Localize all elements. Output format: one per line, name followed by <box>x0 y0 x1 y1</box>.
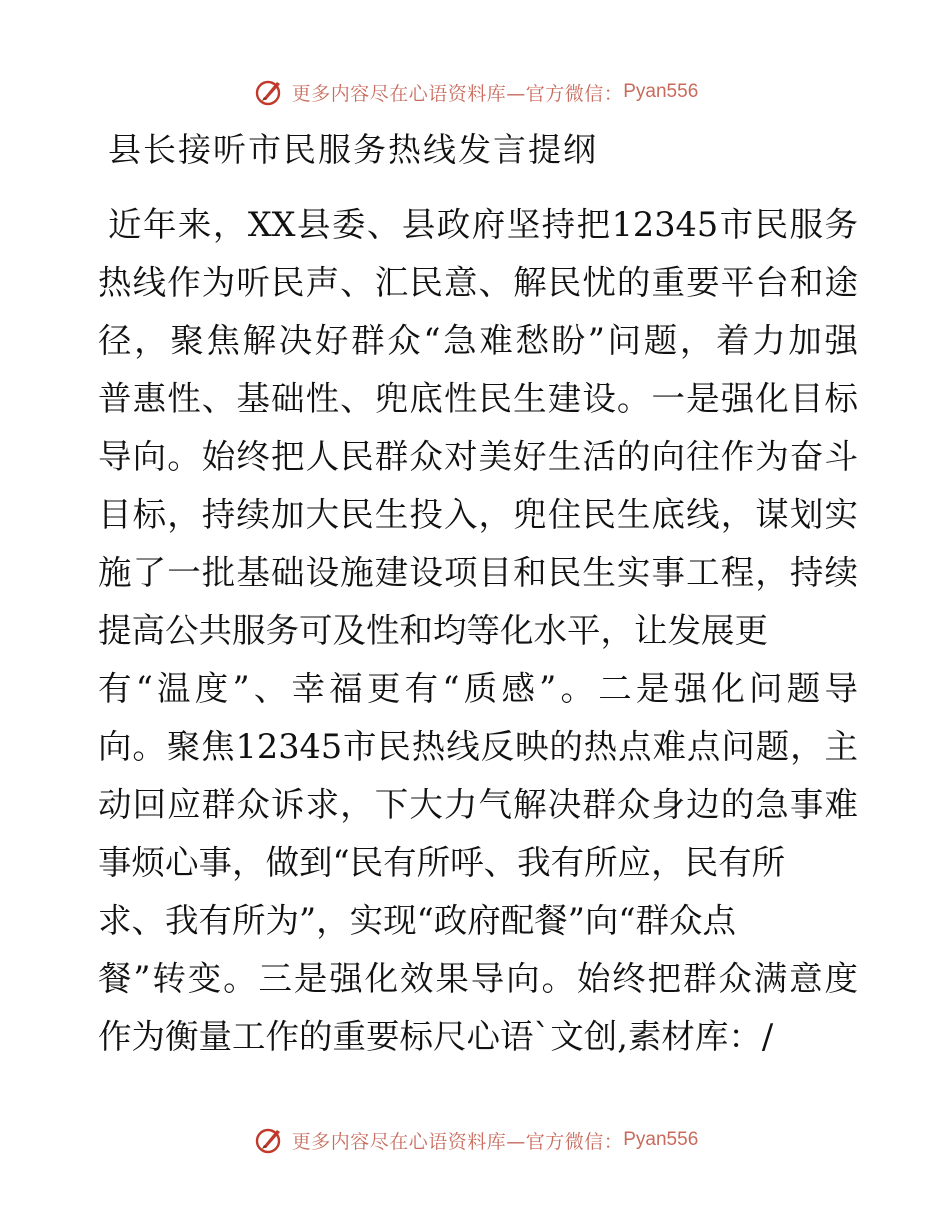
body-line: 餐”转变。三是强化效果导向。始终把群众满意度 <box>98 959 858 998</box>
body-line: 动回应群众诉求，下大力气解决群众身边的急事难 <box>98 785 858 824</box>
header-banner <box>0 72 950 112</box>
quill-logo-icon <box>252 75 286 109</box>
quill-logo-icon <box>252 1123 286 1157</box>
body-line: 径，聚焦解决好群众“急难愁盼”问题，着力加强 <box>98 321 858 360</box>
wechat-id: Pyan556 <box>623 1129 699 1150</box>
body-line: 目标，持续加大民生投入，兜住民生底线，谋划实 <box>98 495 858 534</box>
body-line: 热线作为听民声、汇民意、解民忧的重要平台和途 <box>98 263 858 302</box>
document-body <box>98 196 858 1066</box>
body-line: 作为衡量工作的重要标尺心语`文创,素材库：/ <box>98 1017 774 1056</box>
document-title: 县长接听市民服务热线发言提纲 <box>108 130 598 169</box>
body-line: 施了一批基础设施建设项目和民生实事工程，持续 <box>98 553 858 592</box>
banner-text: 更多内容尽在心语资料库—官方微信： <box>291 1130 624 1153</box>
body-line: 导向。始终把人民群众对美好生活的向往作为奋斗 <box>98 437 858 476</box>
body-line: 向。聚焦12345市民热线反映的热点难点问题，主 <box>98 727 858 766</box>
body-line: 求、我有所为”，实现“政府配餐”向“群众点 <box>98 901 737 940</box>
wechat-id: Pyan556 <box>623 81 699 102</box>
body-line: 事烦心事，做到“民有所呼、我有所应，民有所 <box>98 843 786 882</box>
body-line: 普惠性、基础性、兜底性民生建设。一是强化目标 <box>98 379 858 418</box>
body-line: 有“温度”、幸福更有“质感”。二是强化问题导 <box>98 669 858 708</box>
footer-banner <box>0 1120 950 1160</box>
body-line: 近年来，XX县委、县政府坚持把12345市民服务 <box>108 205 858 244</box>
banner-text: 更多内容尽在心语资料库—官方微信： <box>291 82 624 105</box>
body-line: 提高公共服务可及性和均等化水平，让发展更 <box>98 611 768 650</box>
